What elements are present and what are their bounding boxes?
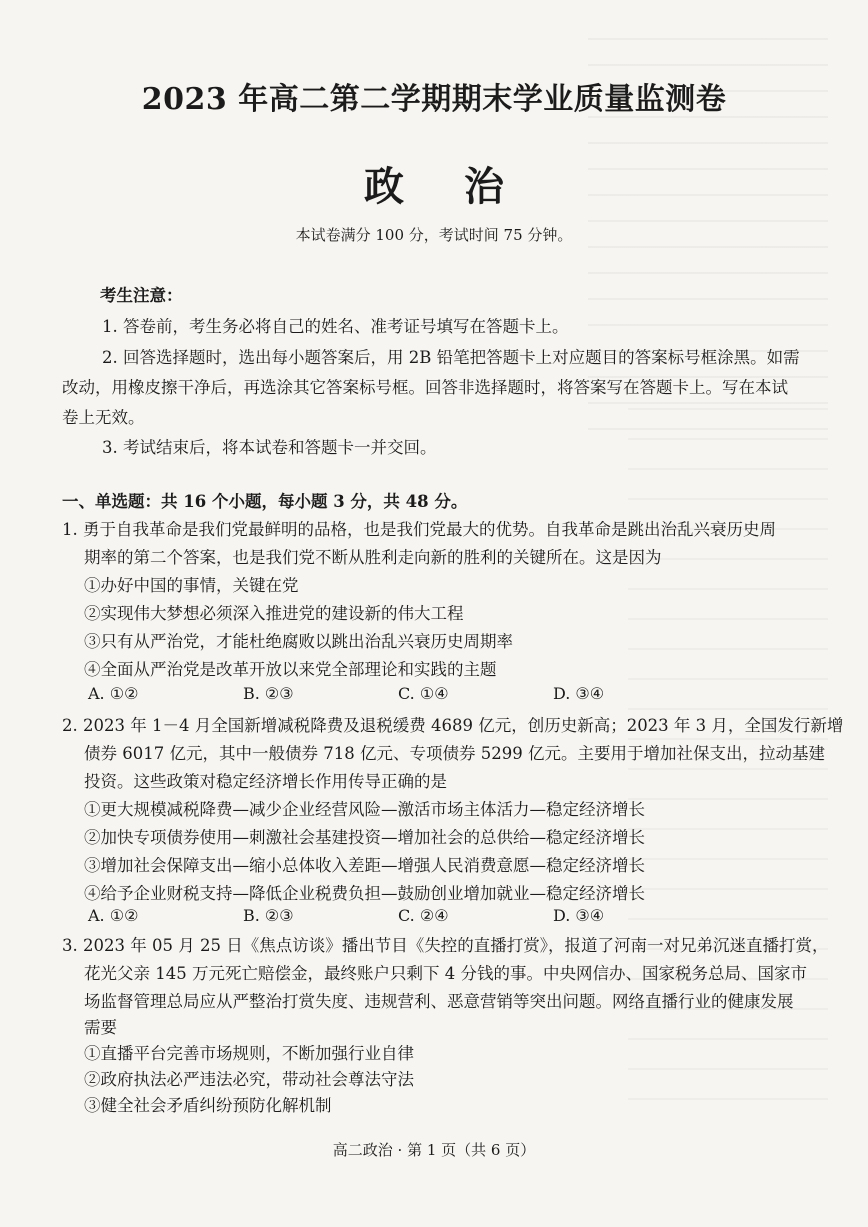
- page-footer: 高二政治 · 第 1 页（共 6 页）: [332, 1141, 536, 1159]
- choice-c: C. ①④: [398, 684, 449, 703]
- question-1-option: ③只有从严治党，才能杜绝腐败以跳出治乱兴衰历史周期率: [84, 632, 513, 651]
- choice-b: B. ②③: [243, 906, 294, 925]
- question-1-stem: 期率的第二个答案，也是我们党不断从胜利走向新的胜利的关键所在。这是因为: [84, 548, 662, 567]
- question-1-choices: [88, 684, 708, 703]
- notice-item: 卷上无效。: [62, 408, 145, 427]
- question-2-stem: 投资。这些政策对稳定经济增长作用传导正确的是: [84, 772, 447, 791]
- notice-heading: 考生注意：: [100, 286, 183, 305]
- exam-title: 2023 年高二第二学期期末学业质量监测卷: [141, 82, 727, 117]
- choice-a: A. ①②: [88, 684, 139, 703]
- question-1-stem: 1. 勇于自我革命是我们党最鲜明的品格，也是我们党最大的优势。自我革命是跳出治乱兴衰历史周: [62, 520, 776, 539]
- subject-title: 政治: [364, 163, 564, 210]
- question-2-option: ①更大规模减税降费—减少企业经营风险—激活市场主体活力—稳定经济增长: [84, 800, 645, 819]
- notice-item: 1. 答卷前，考生务必将自己的姓名、准考证号填写在答题卡上。: [102, 317, 569, 336]
- question-2-option: ②加快专项债券使用—刺激社会基建投资—增加社会的总供给—稳定经济增长: [84, 828, 645, 847]
- question-1-option: ①办好中国的事情，关键在党: [84, 576, 299, 595]
- question-3-stem: 花光父亲 145 万元死亡赔偿金，最终账户只剩下 4 分钱的事。中央网信办、国家税务总局、国家市: [84, 964, 807, 983]
- question-2-option: ④给予企业财税支持—降低企业税费负担—鼓励创业增加就业—稳定经济增长: [84, 884, 645, 903]
- choice-c: C. ②④: [398, 906, 449, 925]
- choice-a: A. ①②: [88, 906, 139, 925]
- choice-b: B. ②③: [243, 684, 294, 703]
- choice-d: D. ③④: [553, 684, 605, 703]
- notice-item: 改动，用橡皮擦干净后，再选涂其它答案标号框。回答非选择题时，将答案写在答题卡上。写在本试: [62, 378, 788, 397]
- question-3-option: ①直播平台完善市场规则，不断加强行业自律: [84, 1044, 414, 1063]
- question-2-stem: 2. 2023 年 1－4 月全国新增减税降费及退税缓费 4689 亿元，创历史新高；2023 年 3 月，全国发行新增: [62, 716, 844, 735]
- choice-d: D. ③④: [553, 906, 605, 925]
- question-2-stem: 债券 6017 亿元，其中一般债券 718 亿元、专项债券 5299 亿元。主要用于增加社保支出，拉动基建: [84, 744, 825, 763]
- question-2-choices: [88, 906, 708, 925]
- section-heading: 一、单选题：共 16 个小题，每小题 3 分，共 48 分。: [62, 492, 468, 511]
- score-info: 本试卷满分 100 分，考试时间 75 分钟。: [295, 226, 573, 244]
- question-2-option: ③增加社会保障支出—缩小总体收入差距—增强人民消费意愿—稳定经济增长: [84, 856, 645, 875]
- question-3-option: ②政府执法必严违法必究，带动社会尊法守法: [84, 1070, 414, 1089]
- notice-item: 2. 回答选择题时，选出每小题答案后，用 2B 铅笔把答题卡上对应题目的答案标号框涂黑。如需: [102, 348, 800, 367]
- question-3-stem: 3. 2023 年 05 月 25 日《焦点访谈》播出节目《失控的直播打赏》，报道了河南一对兄弟沉迷直播打赏，: [62, 936, 829, 955]
- question-3-stem: 场监督管理总局应从严整治打赏失度、违规营利、恶意营销等突出问题。网络直播行业的健康发展: [84, 992, 794, 1011]
- notice-item: 3. 考试结束后，将本试卷和答题卡一并交回。: [102, 438, 437, 457]
- question-1-option: ④全面从严治党是改革开放以来党全部理论和实践的主题: [84, 660, 497, 679]
- question-3-stem: 需要: [84, 1018, 117, 1037]
- question-3-option: ③健全社会矛盾纠纷预防化解机制: [84, 1096, 332, 1115]
- question-1-option: ②实现伟大梦想必须深入推进党的建设新的伟大工程: [84, 604, 464, 623]
